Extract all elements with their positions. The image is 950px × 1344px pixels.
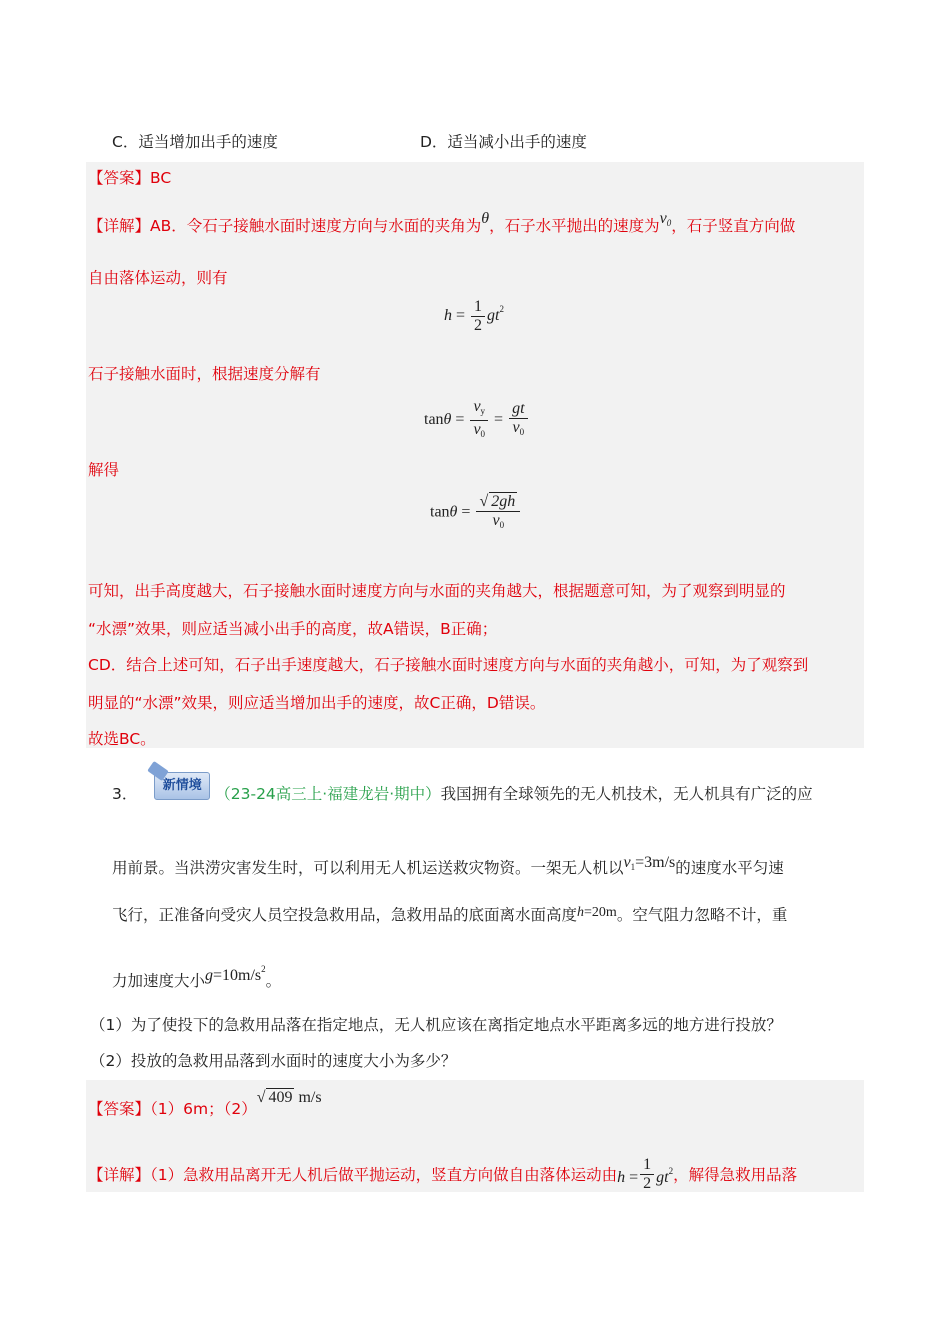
sub-question-1: （1）为了使投下的急救用品落在指定地点，无人机应该在离指定地点水平距离多远的地方进行投放？ (90, 1016, 782, 1034)
question-3-line1 (112, 778, 813, 810)
solve-line: 解得 (88, 461, 120, 479)
question-stem-line4a: 力加速度大小 (112, 972, 206, 990)
v0-subscript: 0 (666, 218, 672, 228)
equation-tan-theta-solved: tanθ = $\frac{√ 2gh}{v_0}$ (430, 492, 522, 534)
eq3-theta: θ (449, 503, 458, 521)
question-source: （23-24高三上·福建龙岩·期中） (215, 785, 441, 803)
detail-mid-text: ，石子水平抛出的速度为 (489, 217, 660, 235)
q3-detail-equals: = (629, 1169, 639, 1187)
eq3-v0-sub: 0 (499, 520, 505, 530)
v0-symbol: v (659, 210, 667, 227)
question-stem-line2a: 用前景。当洪涝灾害发生时，可以利用无人机运送救灾物资。一架无人机以 (112, 859, 624, 877)
conclusion-line5: 故选BC。 (88, 730, 156, 748)
eq2-vy: v (473, 398, 481, 415)
v1-symbol: v (623, 854, 631, 871)
theta-symbol: θ (481, 210, 490, 227)
q3-answer-line: 【答案】（1）6m；（2）√ 409 m/s (88, 1089, 322, 1118)
option-c: C．适当增加出手的速度 (112, 133, 278, 151)
q3-detail-end: ，解得急救用品落 (673, 1166, 798, 1185)
eq2-tan: tan (424, 411, 444, 429)
detail-line2: 自由落体运动，则有 (88, 269, 228, 287)
question-3-line3 (112, 903, 787, 925)
eq1-numerator: 1 (471, 298, 485, 317)
q3-detail-h: h (617, 1169, 626, 1187)
q3-answer-sqrt: 409 (268, 1089, 293, 1106)
sub-question-2: （2）投放的急救用品落到水面时的速度大小为多少？ (90, 1052, 457, 1070)
q3-answer-label: 【答案】 (88, 1100, 151, 1118)
question-3-line4 (112, 964, 282, 991)
decompose-line: 石子接触水面时，根据速度分解有 (88, 365, 321, 383)
equation-tan-theta: tanθ = $\frac{v_y}{v_0}$ = $\frac{gt}{v_0}$ (424, 398, 530, 443)
question-stem-line1: 我国拥有全球领先的无人机技术，无人机具有广泛的应 (440, 785, 813, 803)
conclusion-line3: CD．结合上述可知，石子出手速度越大，石子接触水面时速度方向与水面的夹角越小，可知，为了观察到 (88, 656, 809, 674)
h-value: =20m (584, 905, 617, 920)
q3-detail-gt: gt (656, 1169, 669, 1187)
question-stem-line4b: 。 (265, 972, 282, 990)
eq2-vy-sub: y (480, 406, 486, 416)
q3-answer-unit: m/s (298, 1089, 322, 1106)
eq2-gt: gt (509, 400, 527, 419)
new-scenario-badge: 新情境 (154, 772, 210, 800)
g-value: =10m/s (213, 967, 262, 984)
eq3-tan: tan (430, 503, 450, 521)
q3-detail-num: 1 (640, 1156, 654, 1175)
q3-detail-den: 2 (643, 1175, 652, 1192)
option-d: D．适当减小出手的速度 (420, 133, 587, 151)
eq2-fraction2 (509, 400, 527, 441)
detail-intro-text: 【详解】AB．令石子接触水面时速度方向与水面的夹角为 (88, 217, 482, 235)
eq1-rhs: gt (487, 307, 500, 325)
v1-subscript: 1 (630, 862, 636, 872)
q3-detail-line (88, 1158, 797, 1195)
eq2-v0: v (473, 421, 481, 438)
h-symbol: h (577, 905, 585, 920)
question-stem-line3a: 飞行，正准备向受灾人员空投急救用品，急救用品的底面离水面高度 (112, 906, 578, 924)
eq1-denominator: 2 (474, 317, 483, 334)
eq2-v0b: v (512, 419, 520, 436)
g-exponent: 2 (261, 964, 266, 974)
conclusion-line1: 可知，出手高度越大，石子接触水面时速度方向与水面的夹角越大，根据题意可知，为了观察到明显的 (88, 582, 786, 600)
v1-value: =3m/s (635, 854, 676, 871)
q3-detail-fraction (640, 1156, 654, 1193)
question-stem-line3b: 。空气阻力忽略不计，重 (616, 906, 788, 924)
eq3-v0: v (492, 512, 500, 529)
eq1-equals: = (456, 307, 466, 325)
question-stem-line2b: 的速度水平匀速 (675, 859, 784, 877)
eq1-lhs: h (444, 307, 452, 325)
q3-detail-text: （1）急救用品离开无人机后做平抛运动，竖直方向做自由落体运动由 (150, 1166, 618, 1185)
eq2-fraction1 (470, 398, 488, 443)
g-symbol: g (205, 967, 214, 984)
eq2-v0b-sub: 0 (519, 427, 525, 437)
detail-end-text: ，石子竖直方向做 (671, 217, 796, 235)
conclusion-line2: “水漂”效果，则应适当减小出手的高度，故A错误，B正确； (88, 620, 498, 638)
q3-answer-text: （1）6m；（2） (150, 1100, 257, 1118)
equation-h-half-gt2 (444, 298, 504, 335)
eq2-theta: θ (443, 411, 452, 429)
q3-detail-exp: 2 (668, 1166, 674, 1177)
answer-label: 【答案】BC (88, 169, 172, 187)
question-3-line2 (112, 856, 784, 878)
detail-line1 (88, 210, 796, 236)
eq1-exponent: 2 (499, 304, 504, 315)
q3-detail-label: 【详解】 (88, 1166, 151, 1185)
conclusion-line4: 明显的“水漂”效果，则应适当增加出手的速度，故C正确，D错误。 (88, 694, 546, 712)
question-number: 3． (112, 785, 138, 803)
eq2-v0-sub: 0 (480, 429, 486, 439)
eq3-fraction: $\frac{√ 2gh}{v_0}$ (476, 492, 520, 534)
eq3-sqrt-content: 2gh (491, 493, 516, 510)
eq1-fraction (471, 298, 485, 335)
